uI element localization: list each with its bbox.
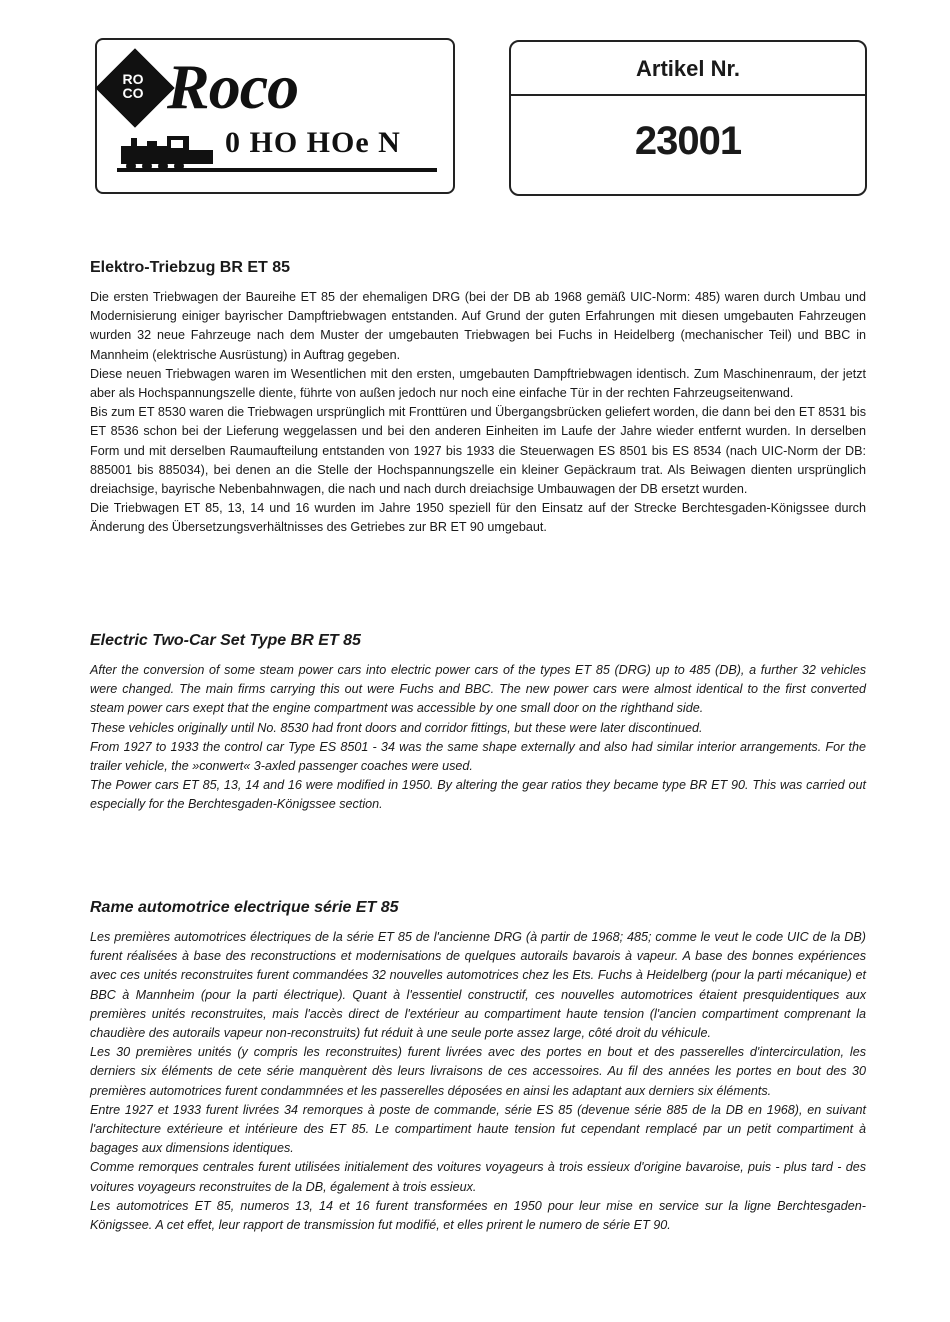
- section-title: Electric Two-Car Set Type BR ET 85: [90, 632, 361, 649]
- gauge-list: 0 HO HOe N: [225, 126, 401, 159]
- section-french: [90, 898, 866, 1235]
- paragraph: The Power cars ET 85, 13, 14 and 16 were modified in 1950. By altering the gear ratios they became type BR ET 90. This was carried out especially for the Berchtesgaden-Königssee section.: [90, 778, 866, 812]
- brand-name: Roco: [167, 51, 299, 122]
- rails: [117, 168, 437, 172]
- paragraph: Les 30 premières unités (y compris les reconstruites) furent livrées avec des portes en bout et des passerelles d'intercirculation, les derniers six éléments de cete série manquèrent dès leurs livraisons de ces accessoires. Au fil des années les portes en bout des 30 premières automotrices furent condammnées et les passerelles déposées en ainsi les adaptant aux derniers six éléments.: [90, 1045, 866, 1098]
- badge-line-1: RO: [122, 71, 144, 87]
- roco-badge-text: [107, 60, 159, 112]
- article-label: Artikel Nr.: [636, 56, 740, 81]
- section-title: Elektro-Triebzug BR ET 85: [90, 259, 291, 276]
- article-divider: [511, 94, 865, 96]
- paragraph: Entre 1927 et 1933 furent livrées 34 remorques à poste de commande, série ES 85 (devenue série 885 de la DB en 1968), en suivant l'architecture extérieure et intérieure des ET 85. Le compartiment haute tension fut cependant remplacé par un petit compartiment à bagages aux dimensions identiques.: [90, 1102, 866, 1156]
- paragraph: Die ersten Triebwagen der Baureihe ET 85 der ehemaligen DRG (bei der DB ab 1968 gemäß UIC-Norm: 485) waren durch Umbau und Modernisierung einiger bayrischer Dampftriebwagen entstanden. Auf Grund der guten Erfahrungen mit diesen umgebauten Fahrzeugen wurden 32 neue Fahrzeuge nach dem Muster der umgebauten Triebwagen bei Fuchs in Heidelberg (mechanischer Teil) und BBC in Mannheim (elektrische Ausrüstung) in Auftrag gegeben.: [90, 290, 866, 362]
- paragraph: Comme remorques centrales furent utilisées initialement des voitures voyageurs à trois essieux d'origine bavaroise, puis - plus tard - des voitures voyageurs reconstruites de la DB, également à trois essieux.: [90, 1160, 866, 1194]
- badge-line-2: CO: [122, 85, 144, 101]
- article-number: 23001: [634, 119, 742, 163]
- paragraph: Les premières automotrices électriques de la série ET 85 de l'ancienne DRG (à partir de 1968; 485; comme le veut le code UIC de la DB) furent réalisées à base des reconstructions et modernisations de quelques autorails bavarois à vapeur. A base des bonnes expériences avec ces unités reconstruites furent commandées 32 nouvelles automotrices chez les Ets. Fuchs à Heidelberg (pour la parti mécanique) et BBC à Mannheim (pour la parti électrique). Quant à l'essentiel constructif, ces nouvelles automotrices étaient presquidentiques aux premières unités reconstruites, mais l'accès direct de l'extérieur au compartiment haute tension (l'ancien compartiment comprenant la chaudière des autorails vapeur non-reconstruits) fut réduit à une seule porte assez large, côté droit du véhicule.: [90, 930, 866, 1041]
- paragraph: Les automotrices ET 85, numeros 13, 14 et 16 furent transformées en 1950 pour leur mise en service sur la ligne Berchtesgaden-Königssee. A cet effet, leur rapport de transmission fut modifié, et elles prirent le numero de série ET 90.: [90, 1198, 866, 1233]
- paragraph: Diese neuen Triebwagen waren im Wesentlichen mit den ersten, umgebauten Dampftriebwagen identisch. Zum Maschinenraum, der jetzt aber als Hochspannungszelle diente, führte von außen jedoch nur noch eine einfache Tür in der rechten Fahrzeugseitenwand.: [90, 366, 866, 401]
- section-title: Rame automotrice electrique série ET 85: [90, 899, 399, 916]
- paragraph: Bis zum ET 8530 waren die Triebwagen ursprünglich mit Fronttüren und Übergangsbrücken geliefert worden, die dann bei den ET 8531 bis ET 8536 schon bei der Lieferung weggelassen und bei den anderen Einheiten im Laufe der Jahre wieder entfernt wurden. In derselben Form und mit derselben Raumaufteilung entstanden von 1927 bis 1933 die Steuerwagen ES 8501 bis ES 8534 (nach UIC-Norm der DB: 885001 bis 885034), bei denen an die Stelle der Hochspannungszelle ein kleiner Gepäckraum trat. Als Beiwagen dienten ursprünglich dreiachsige, bayrische Nebenbahnwagen, die nach und nach durch dreiachsige Umbauwagen der DB ersetzt wurden.: [90, 405, 866, 497]
- steam-locomotive-icon: [117, 132, 217, 172]
- paragraph: After the conversion of some steam power cars into electric power cars of the types ET 85 (DRG) up to 485 (DB), a further 32 vehicles were changed. The main firms carrying this out were Fuchs and BBC. The new power cars were almost identical to the first converted steam power cars exept that the engine compartment was accessible by one small door on the righthand side.: [90, 663, 866, 716]
- paragraph: Die Triebwagen ET 85, 13, 14 und 16 wurden im Jahre 1950 speziell für den Einsatz auf der Strecke Berchtesgaden-Königssee durch Änderung des Übersetzungsverhältnisses des Getriebes zur BR ET 90 umgebaut.: [90, 501, 866, 535]
- article-box: [509, 40, 867, 196]
- section-german: [90, 258, 866, 538]
- roco-logo: [95, 38, 455, 194]
- section-english: [90, 631, 866, 815]
- paragraph: These vehicles originally until No. 8530 had front doors and corridor fittings, but these were later discontinued.: [90, 720, 703, 735]
- paragraph: From 1927 to 1933 the control car Type ES 8501 - 34 was the same shape externally and also had similar interior arrangements. For the trailer vehicle, the »conwert« 3-axled passenger coaches were used.: [90, 739, 866, 774]
